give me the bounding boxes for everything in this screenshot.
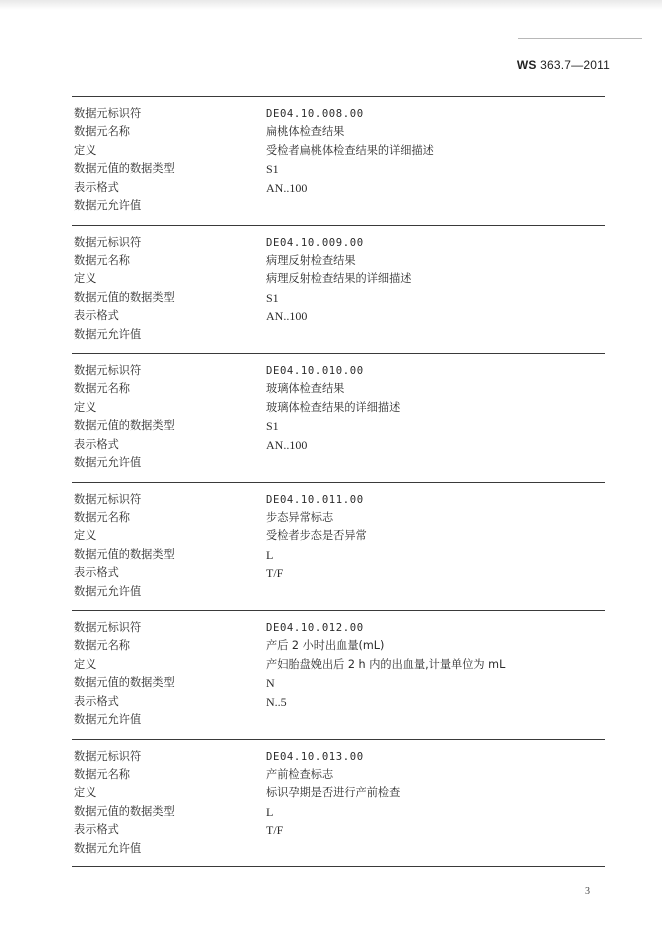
name-label: 数据元名称	[74, 125, 130, 138]
data-type-row	[72, 546, 605, 564]
name-row	[72, 380, 605, 398]
identifier-value: DE04.10.009.00	[266, 236, 364, 249]
format-value: AN..100	[266, 437, 308, 452]
allowed-values-row	[72, 454, 605, 472]
definition-label: 定义	[74, 143, 97, 157]
name-label: 数据元名称	[74, 767, 130, 781]
definition-value: 标识孕期是否进行产前检查	[266, 786, 401, 800]
name-label: 数据元名称	[74, 253, 130, 267]
definition-value: 受检者步态是否异常	[266, 529, 367, 543]
identifier-value: DE04.10.013.00	[266, 750, 364, 763]
data-type-value: S1	[266, 290, 279, 305]
format-label: 表示格式	[74, 694, 119, 708]
name-value: 步态异常标志	[266, 510, 334, 524]
definition-row	[72, 527, 605, 545]
data-type-row	[72, 417, 605, 435]
format-value: AN..100	[266, 180, 308, 195]
data-type-label: 数据元值的数据类型	[74, 804, 175, 818]
allowed-values-label: 数据元允许值	[74, 327, 142, 341]
scan-shadow	[0, 0, 662, 10]
page-number: 3	[585, 886, 590, 897]
definition-value: 受检者扁桃体检查结果的详细描述	[266, 143, 434, 157]
name-label: 数据元名称	[74, 382, 130, 396]
name-row	[72, 252, 605, 270]
allowed-values-row	[72, 840, 605, 858]
definition-row	[72, 656, 605, 674]
format-label: 表示格式	[74, 180, 119, 194]
format-value: T/F	[266, 566, 284, 581]
name-label: 数据元名称	[74, 639, 130, 653]
allowed-values-row	[72, 197, 605, 215]
data-element-entry	[72, 739, 605, 867]
data-type-value: L	[266, 547, 274, 562]
format-row	[72, 821, 605, 839]
data-element-entry	[72, 225, 605, 354]
format-value: N..5	[266, 694, 287, 709]
identifier-value: DE04.10.011.00	[266, 493, 364, 506]
data-element-entry	[72, 96, 605, 225]
data-element-entry	[72, 482, 605, 611]
name-value: 玻璃体检查结果	[266, 382, 345, 396]
data-element-table	[72, 96, 605, 867]
format-value: AN..100	[266, 309, 308, 324]
standard-code-prefix: WS	[516, 58, 537, 72]
definition-value: 玻璃体检查结果的详细描述	[266, 400, 401, 414]
definition-value: 产妇胎盘娩出后 2 h 内的出血量,计量单位为 mL	[266, 657, 506, 671]
data-type-row	[72, 289, 605, 307]
standard-code	[517, 58, 610, 72]
allowed-values-label: 数据元允许值	[74, 584, 142, 598]
definition-label: 定义	[74, 657, 97, 671]
identifier-row	[72, 234, 605, 252]
name-row	[72, 123, 605, 141]
data-type-label: 数据元值的数据类型	[74, 290, 175, 304]
format-row	[72, 693, 605, 711]
name-row	[72, 766, 605, 784]
data-type-value: S1	[266, 419, 279, 434]
name-value: 产后 2 小时出血量(mL)	[266, 639, 385, 653]
definition-row	[72, 399, 605, 417]
data-element-entry	[72, 353, 605, 482]
name-label: 数据元名称	[74, 510, 130, 524]
data-type-label: 数据元值的数据类型	[74, 676, 175, 690]
data-element-entry	[72, 610, 605, 739]
definition-row	[72, 784, 605, 802]
data-type-row	[72, 803, 605, 821]
definition-value: 病理反射检查结果的详细描述	[266, 272, 412, 286]
identifier-row	[72, 619, 605, 637]
name-row	[72, 509, 605, 527]
definition-label: 定义	[74, 529, 97, 543]
data-type-label: 数据元值的数据类型	[74, 547, 175, 561]
identifier-row	[72, 105, 605, 123]
allowed-values-label: 数据元允许值	[74, 841, 142, 855]
definition-label: 定义	[74, 272, 97, 286]
definition-row	[72, 270, 605, 288]
format-label: 表示格式	[74, 823, 119, 837]
identifier-label: 数据元标识符	[74, 492, 142, 506]
allowed-values-label: 数据元允许值	[74, 199, 142, 212]
identifier-value: DE04.10.008.00	[266, 108, 364, 120]
identifier-label: 数据元标识符	[74, 621, 142, 635]
header-rule	[518, 38, 642, 39]
format-row	[72, 564, 605, 582]
format-row	[72, 179, 605, 197]
identifier-label: 数据元标识符	[74, 749, 142, 763]
format-label: 表示格式	[74, 437, 119, 451]
definition-label: 定义	[74, 400, 97, 414]
identifier-value: DE04.10.010.00	[266, 365, 364, 378]
data-type-label: 数据元值的数据类型	[74, 419, 175, 433]
allowed-values-row	[72, 583, 605, 601]
format-label: 表示格式	[74, 566, 119, 580]
data-type-row	[72, 674, 605, 692]
identifier-label: 数据元标识符	[74, 235, 142, 249]
format-value: T/F	[266, 823, 284, 838]
standard-code-number: 363.7—2011	[540, 58, 610, 72]
format-row	[72, 436, 605, 454]
data-type-value: N	[266, 676, 275, 691]
name-value: 产前检查标志	[266, 767, 334, 781]
format-label: 表示格式	[74, 309, 119, 323]
identifier-value: DE04.10.012.00	[266, 622, 364, 635]
allowed-values-row	[72, 326, 605, 344]
data-type-value: L	[266, 804, 274, 819]
name-value: 病理反射检查结果	[266, 253, 356, 267]
identifier-row	[72, 362, 605, 380]
data-type-value: S1	[266, 162, 279, 176]
identifier-label: 数据元标识符	[74, 364, 142, 378]
identifier-row	[72, 491, 605, 509]
format-row	[72, 307, 605, 325]
identifier-row	[72, 748, 605, 766]
allowed-values-row	[72, 711, 605, 729]
name-value: 扁桃体检查结果	[266, 125, 345, 138]
allowed-values-label: 数据元允许值	[74, 456, 142, 470]
allowed-values-label: 数据元允许值	[74, 713, 142, 727]
data-type-row	[72, 160, 605, 178]
identifier-label: 数据元标识符	[74, 107, 142, 120]
name-row	[72, 637, 605, 655]
definition-row	[72, 142, 605, 160]
data-type-label: 数据元值的数据类型	[74, 162, 175, 175]
definition-label: 定义	[74, 786, 97, 800]
